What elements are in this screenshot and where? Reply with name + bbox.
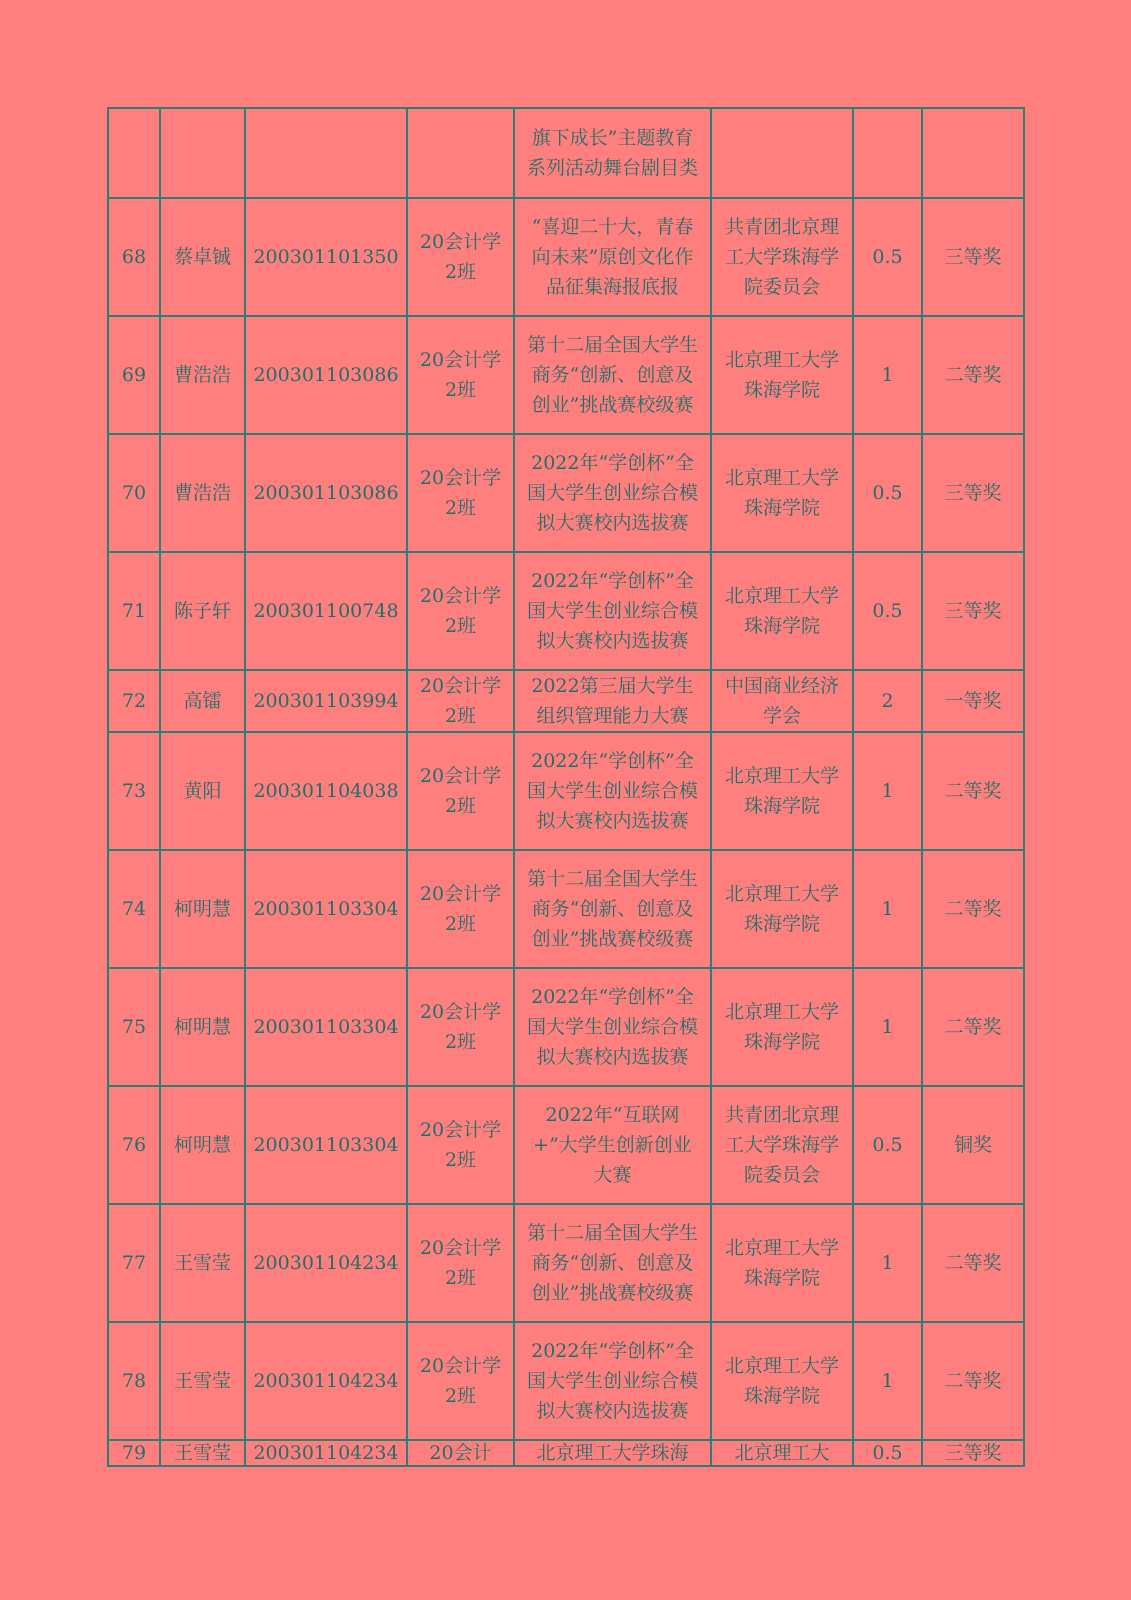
student-id: 200301104038 <box>245 732 407 850</box>
points <box>853 108 922 198</box>
class-name: 20会计 <box>407 1440 514 1466</box>
competition-name: 第十二届全国大学生商务“创新、创意及创业”挑战赛校级赛 <box>514 1204 711 1322</box>
organizer: 共青团北京理工大学珠海学院委员会 <box>711 198 853 316</box>
competition-name: 2022年“学创杯”全国大学生创业综合模拟大赛校内选拔赛 <box>514 732 711 850</box>
competition-name: 2022年“学创杯”全国大学生创业综合模拟大赛校内选拔赛 <box>514 434 711 552</box>
points: 0.5 <box>853 434 922 552</box>
competition-name: 第十二届全国大学生商务“创新、创意及创业”挑战赛校级赛 <box>514 316 711 434</box>
points: 1 <box>853 968 922 1086</box>
student-name <box>160 108 245 198</box>
organizer <box>711 108 853 198</box>
points: 0.5 <box>853 1086 922 1204</box>
table-row <box>108 732 1024 850</box>
row-number: 68 <box>108 198 160 316</box>
points: 1 <box>853 1204 922 1322</box>
row-number: 73 <box>108 732 160 850</box>
award-level: 三等奖 <box>922 552 1024 670</box>
table-row <box>108 1440 1024 1466</box>
class-name: 20会计学2班 <box>407 552 514 670</box>
row-number: 79 <box>108 1440 160 1466</box>
organizer: 北京理工大学珠海学院 <box>711 434 853 552</box>
organizer: 北京理工大学珠海学院 <box>711 850 853 968</box>
points: 0.5 <box>853 552 922 670</box>
student-name: 黄阳 <box>160 732 245 850</box>
student-name: 王雪莹 <box>160 1440 245 1466</box>
class-name <box>407 108 514 198</box>
organizer: 北京理工大学珠海学院 <box>711 732 853 850</box>
competition-name: 2022年“学创杯”全国大学生创业综合模拟大赛校内选拔赛 <box>514 968 711 1086</box>
student-name: 高镭 <box>160 670 245 732</box>
student-name: 王雪莹 <box>160 1322 245 1440</box>
table-row <box>108 1322 1024 1440</box>
award-level: 铜奖 <box>922 1086 1024 1204</box>
class-name: 20会计学2班 <box>407 670 514 732</box>
student-id: 200301104234 <box>245 1440 407 1466</box>
award-level: 二等奖 <box>922 732 1024 850</box>
class-name: 20会计学2班 <box>407 198 514 316</box>
award-level: 三等奖 <box>922 198 1024 316</box>
student-id: 200301100748 <box>245 552 407 670</box>
row-number: 72 <box>108 670 160 732</box>
award-level: 二等奖 <box>922 1322 1024 1440</box>
row-number: 78 <box>108 1322 160 1440</box>
class-name: 20会计学2班 <box>407 434 514 552</box>
organizer: 北京理工大 <box>711 1440 853 1466</box>
student-id <box>245 108 407 198</box>
student-id: 200301103304 <box>245 1086 407 1204</box>
student-name: 蔡卓铖 <box>160 198 245 316</box>
points: 1 <box>853 732 922 850</box>
award-level: 二等奖 <box>922 1204 1024 1322</box>
organizer: 北京理工大学珠海学院 <box>711 552 853 670</box>
organizer: 中国商业经济学会 <box>711 670 853 732</box>
table-row <box>108 552 1024 670</box>
table-row <box>108 670 1024 732</box>
class-name: 20会计学2班 <box>407 1086 514 1204</box>
competition-name: 2022年“学创杯”全国大学生创业综合模拟大赛校内选拔赛 <box>514 1322 711 1440</box>
organizer: 共青团北京理工大学珠海学院委员会 <box>711 1086 853 1204</box>
competition-name: 2022年“互联网+”大学生创新创业大赛 <box>514 1086 711 1204</box>
table-row <box>108 1086 1024 1204</box>
student-id: 200301104234 <box>245 1204 407 1322</box>
row-number: 76 <box>108 1086 160 1204</box>
points: 0.5 <box>853 198 922 316</box>
row-number: 71 <box>108 552 160 670</box>
organizer: 北京理工大学珠海学院 <box>711 316 853 434</box>
row-number: 74 <box>108 850 160 968</box>
student-name: 柯明慧 <box>160 968 245 1086</box>
student-id: 200301103994 <box>245 670 407 732</box>
table-row <box>108 850 1024 968</box>
student-id: 200301101350 <box>245 198 407 316</box>
table-row <box>108 108 1024 198</box>
student-id: 200301104234 <box>245 1322 407 1440</box>
competition-name: 北京理工大学珠海 <box>514 1440 711 1466</box>
points: 2 <box>853 670 922 732</box>
award-level: 三等奖 <box>922 1440 1024 1466</box>
student-name: 王雪莹 <box>160 1204 245 1322</box>
competition-name: 2022年“学创杯”全国大学生创业综合模拟大赛校内选拔赛 <box>514 552 711 670</box>
row-number: 70 <box>108 434 160 552</box>
competition-name: 2022第三届大学生组织管理能力大赛 <box>514 670 711 732</box>
class-name: 20会计学2班 <box>407 732 514 850</box>
award-level: 二等奖 <box>922 850 1024 968</box>
student-name: 曹浩浩 <box>160 434 245 552</box>
row-number: 75 <box>108 968 160 1086</box>
student-name: 曹浩浩 <box>160 316 245 434</box>
points: 0.5 <box>853 1440 922 1466</box>
student-id: 200301103304 <box>245 850 407 968</box>
student-id: 200301103304 <box>245 968 407 1086</box>
row-number: 69 <box>108 316 160 434</box>
student-id: 200301103086 <box>245 316 407 434</box>
student-name: 柯明慧 <box>160 850 245 968</box>
row-number <box>108 108 160 198</box>
table-row <box>108 434 1024 552</box>
class-name: 20会计学2班 <box>407 316 514 434</box>
points: 1 <box>853 1322 922 1440</box>
points: 1 <box>853 316 922 434</box>
points: 1 <box>853 850 922 968</box>
class-name: 20会计学2班 <box>407 1322 514 1440</box>
awards-table <box>107 107 1025 1467</box>
award-level: 二等奖 <box>922 968 1024 1086</box>
student-id: 200301103086 <box>245 434 407 552</box>
organizer: 北京理工大学珠海学院 <box>711 968 853 1086</box>
class-name: 20会计学2班 <box>407 968 514 1086</box>
table-row <box>108 316 1024 434</box>
class-name: 20会计学2班 <box>407 1204 514 1322</box>
class-name: 20会计学2班 <box>407 850 514 968</box>
table-row <box>108 198 1024 316</box>
organizer: 北京理工大学珠海学院 <box>711 1322 853 1440</box>
competition-name: “喜迎二十大，青春向未来”原创文化作品征集海报底报 <box>514 198 711 316</box>
organizer: 北京理工大学珠海学院 <box>711 1204 853 1322</box>
competition-name: 第十二届全国大学生商务“创新、创意及创业”挑战赛校级赛 <box>514 850 711 968</box>
award-level: 二等奖 <box>922 316 1024 434</box>
award-level: 三等奖 <box>922 434 1024 552</box>
student-name: 陈子轩 <box>160 552 245 670</box>
student-name: 柯明慧 <box>160 1086 245 1204</box>
award-level: 一等奖 <box>922 670 1024 732</box>
table-row <box>108 1204 1024 1322</box>
row-number: 77 <box>108 1204 160 1322</box>
award-level <box>922 108 1024 198</box>
competition-name: 旗下成长”主题教育系列活动舞台剧目类 <box>514 108 711 198</box>
table-row <box>108 968 1024 1086</box>
